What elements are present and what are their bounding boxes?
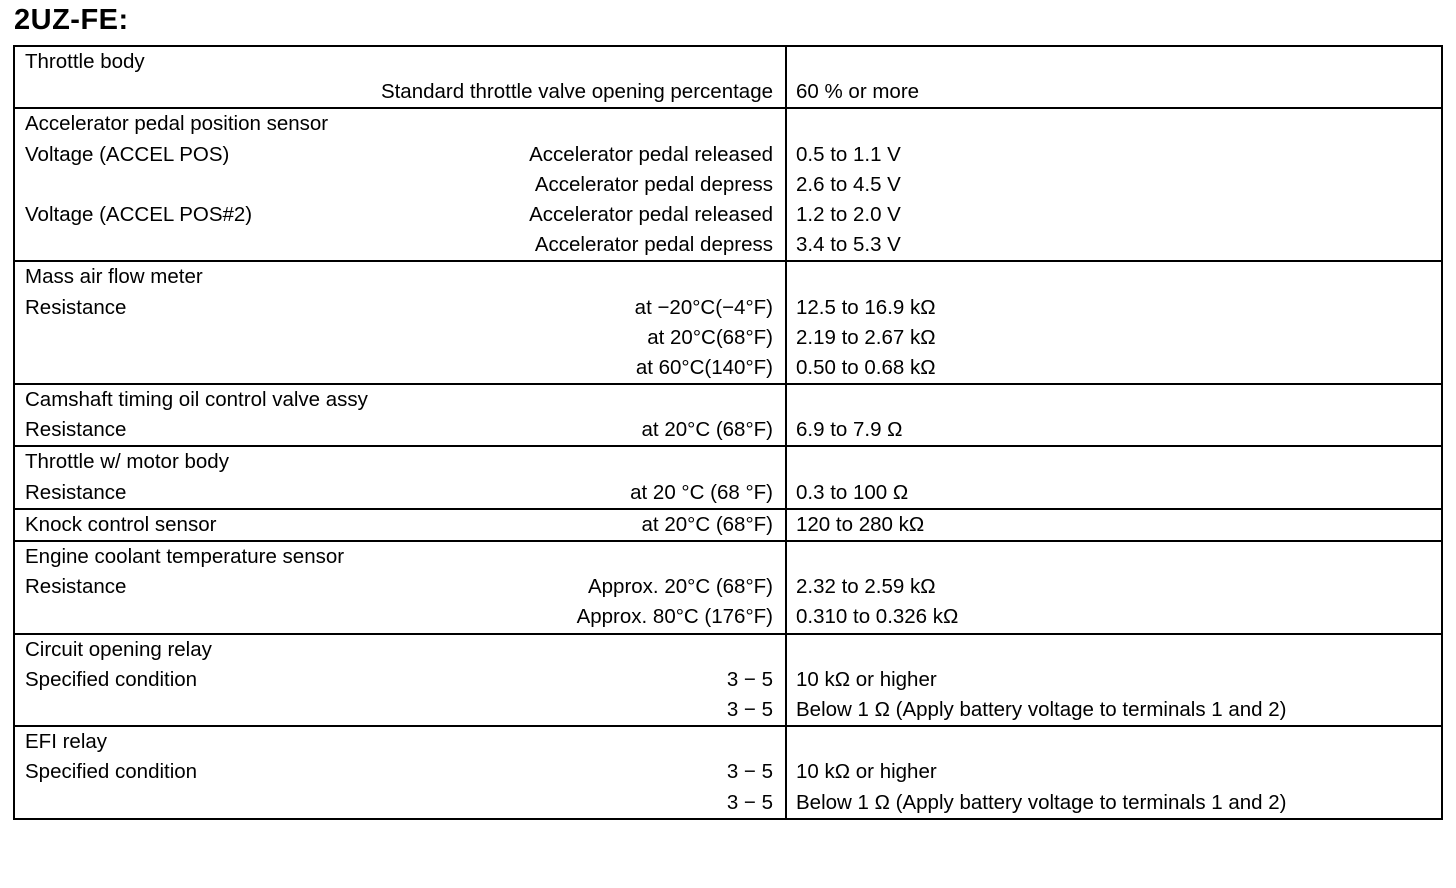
condition-text: at 20°C(68°F) bbox=[647, 325, 773, 349]
spec-item-cell bbox=[14, 726, 786, 819]
table-row bbox=[14, 726, 1442, 819]
table-row bbox=[14, 108, 1442, 261]
item-name: EFI relay bbox=[25, 730, 108, 754]
spec-item-cell bbox=[14, 384, 786, 446]
condition-text: 3 − 5 bbox=[726, 697, 773, 721]
spec-value: 10 kΩ or higher bbox=[796, 760, 937, 784]
spec-item-cell bbox=[14, 446, 786, 508]
spec-item-cell bbox=[14, 261, 786, 384]
spec-value: 2.32 to 2.59 kΩ bbox=[796, 575, 936, 599]
row-label: Specified condition bbox=[25, 667, 198, 691]
condition-text: at 20°C (68°F) bbox=[641, 512, 773, 536]
item-name: Engine coolant temperature sensor bbox=[25, 545, 345, 568]
condition-text: Accelerator pedal released bbox=[529, 142, 773, 166]
row-label: Resistance bbox=[25, 480, 127, 504]
table-row bbox=[14, 634, 1442, 727]
spec-value: 0.50 to 0.68 kΩ bbox=[796, 355, 936, 379]
spec-item-cell bbox=[14, 541, 786, 634]
spec-value-cell bbox=[786, 46, 1442, 108]
spec-value-cell bbox=[786, 261, 1442, 384]
spec-value: 0.3 to 100 Ω bbox=[796, 480, 909, 504]
item-name: Throttle body bbox=[25, 50, 145, 73]
spec-value: 1.2 to 2.0 V bbox=[796, 202, 901, 226]
spec-value: 3.4 to 5.3 V bbox=[796, 233, 901, 257]
condition-text: Approx. 20°C (68°F) bbox=[587, 575, 773, 599]
row-label: Voltage (ACCEL POS#2) bbox=[25, 202, 253, 226]
table-row bbox=[14, 509, 1442, 541]
row-label: Specified condition bbox=[25, 760, 198, 784]
spec-value-cell bbox=[786, 384, 1442, 446]
item-name: Circuit opening relay bbox=[25, 637, 212, 661]
spec-item-cell bbox=[14, 46, 786, 108]
condition-text: 3 − 5 bbox=[726, 667, 773, 691]
spec-value: 120 to 280 kΩ bbox=[796, 512, 925, 536]
condition-text: Accelerator pedal depress bbox=[534, 233, 773, 257]
table-row bbox=[14, 261, 1442, 384]
item-name: Accelerator pedal position sensor bbox=[25, 112, 329, 136]
spec-value-cell bbox=[786, 509, 1442, 541]
spec-value: 2.6 to 4.5 V bbox=[796, 172, 901, 196]
row-label: Voltage (ACCEL POS) bbox=[25, 142, 230, 166]
spec-value: 2.19 to 2.67 kΩ bbox=[796, 325, 936, 349]
spec-value-cell bbox=[786, 108, 1442, 261]
spec-value: Below 1 Ω (Apply battery voltage to terminals 1 and 2) bbox=[796, 790, 1287, 814]
spec-item-cell bbox=[14, 634, 786, 727]
spec-value-cell bbox=[786, 726, 1442, 819]
table-row bbox=[14, 446, 1442, 508]
table-row bbox=[14, 46, 1442, 108]
spec-value-cell bbox=[786, 541, 1442, 634]
item-name: Mass air flow meter bbox=[25, 265, 203, 289]
condition-text: at 20 °C (68 °F) bbox=[630, 480, 773, 504]
table-row bbox=[14, 384, 1442, 446]
row-label: Resistance bbox=[25, 575, 127, 599]
condition-text: 3 − 5 bbox=[726, 790, 773, 814]
item-name: Knock control sensor bbox=[25, 512, 217, 536]
condition-text: Accelerator pedal depress bbox=[534, 172, 773, 196]
condition-text: 3 − 5 bbox=[726, 760, 773, 784]
condition-text: Approx. 80°C (176°F) bbox=[576, 605, 773, 629]
spec-table bbox=[13, 45, 1443, 820]
spec-value: 12.5 to 16.9 kΩ bbox=[796, 295, 936, 319]
condition-text: at −20°C(−4°F) bbox=[634, 295, 773, 319]
spec-value-cell bbox=[786, 446, 1442, 508]
spec-value: 10 kΩ or higher bbox=[796, 667, 937, 691]
condition-text: at 20°C (68°F) bbox=[641, 418, 773, 442]
item-name: Throttle w/ motor body bbox=[25, 450, 229, 474]
spec-value: Below 1 Ω (Apply battery voltage to terminals 1 and 2) bbox=[796, 697, 1287, 721]
condition-text: at 60°C(140°F) bbox=[635, 355, 773, 379]
spec-item-cell bbox=[14, 509, 786, 541]
spec-value: 0.310 to 0.326 kΩ bbox=[796, 605, 959, 629]
row-label: Resistance bbox=[25, 418, 127, 442]
row-label: Resistance bbox=[25, 295, 127, 319]
condition-text: Standard throttle valve opening percentage bbox=[380, 80, 773, 104]
spec-value: 6.9 to 7.9 Ω bbox=[796, 418, 903, 442]
condition-text: Accelerator pedal released bbox=[529, 202, 773, 226]
item-name: Camshaft timing oil control valve assy bbox=[25, 388, 368, 412]
table-row bbox=[14, 541, 1442, 634]
spec-value-cell bbox=[786, 634, 1442, 727]
page-title: 2UZ-FE: bbox=[14, 4, 129, 36]
spec-value: 60 % or more bbox=[796, 80, 920, 104]
spec-item-cell bbox=[14, 108, 786, 261]
spec-value: 0.5 to 1.1 V bbox=[796, 142, 901, 166]
